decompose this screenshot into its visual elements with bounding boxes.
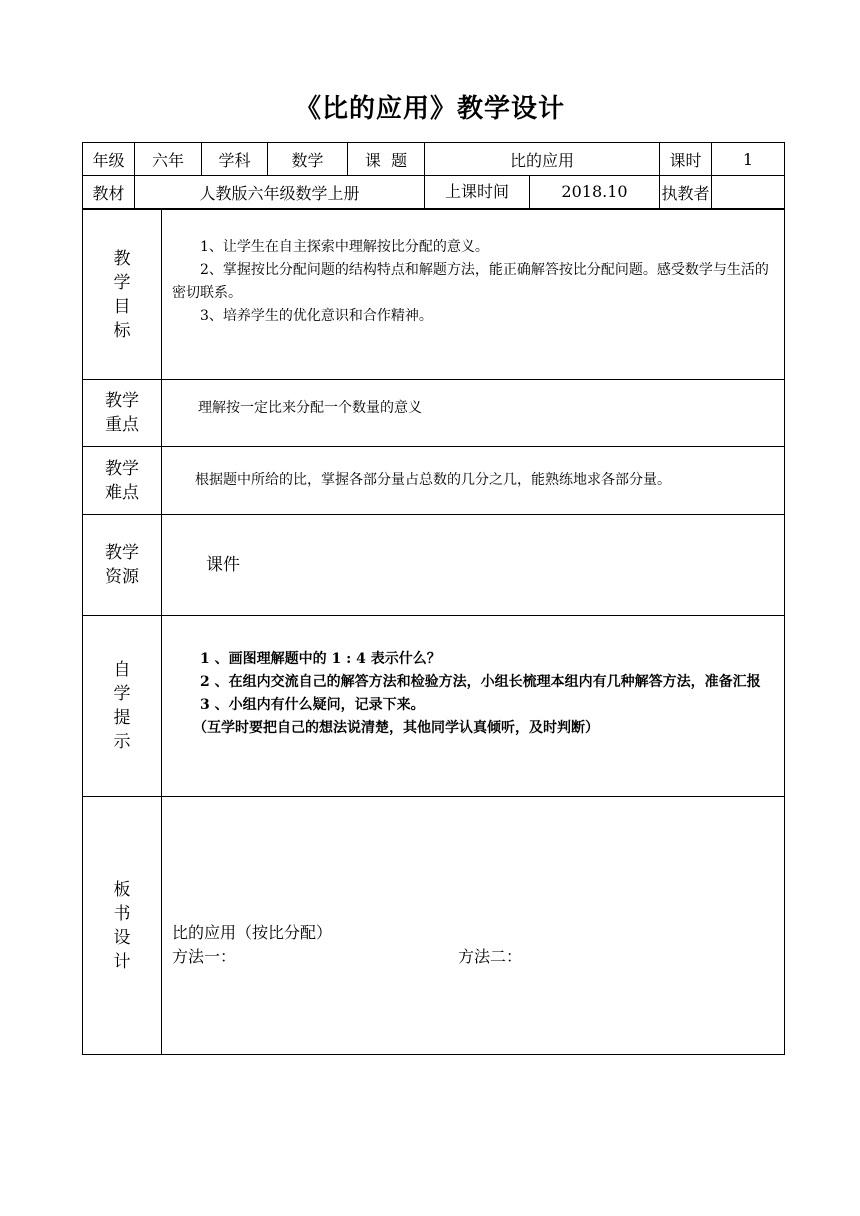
resources-label: 教学 资源 [83,515,162,616]
header-row-1 [83,143,785,176]
self-study-content [162,616,785,797]
topic-label: 课 题 [348,143,425,176]
subject-value: 数学 [268,143,348,176]
difficulties-content: 根据题中所给的比，掌握各部分量占总数的几分之几，能熟练地求各部分量。 [162,447,785,515]
self-study-item-1: 1 、画图理解题中的 1 : 4 表示什么？ [200,651,441,667]
board-heading: 比的应用（按比分配） [172,922,333,942]
self-study-note: （互学时要把自己的想法说清楚，其他同学认真倾听，及时判断） [193,720,599,736]
key-points-label: 教学 重点 [83,380,162,447]
goals-content [162,210,785,380]
period-value: 1 [712,143,785,176]
self-study-item-3: 3 、小组内有什么疑问，记录下来。 [200,697,425,713]
grade-value: 六年 [135,143,202,176]
self-study-row [83,616,785,797]
difficulties-label: 教学 难点 [83,447,162,515]
self-study-item-2: 2 、在组内交流自己的解答方法和检验方法，小组长梳理本组内有几种解答方法，准备汇报 [200,674,761,690]
self-study-label: 自 学 提 示 [83,616,162,797]
board-methods [172,945,774,969]
page-title: 《比的应用》教学设计 [294,94,565,124]
goal-item-3: 3、培养学生的优化意识和合作精神。 [200,307,433,324]
subject-label: 学科 [202,143,268,176]
grade-label: 年级 [83,143,135,176]
board-method-2: 方法二： [458,946,523,966]
difficulties-row [83,447,785,515]
period-label: 课时 [660,143,712,176]
class-time-cell [425,176,660,209]
board-method-1: 方法一： [172,946,237,966]
goals-label: 教 学 目 标 [83,210,162,380]
header-row-2 [83,176,785,209]
resources-row [83,515,785,616]
time-label: 上课时间 [425,176,530,208]
board-label: 板 书 设 计 [83,797,162,1055]
header-table [82,142,785,209]
topic-value: 比的应用 [425,143,660,176]
goal-item-1: 1、让学生在自主探索中理解按比分配的意义。 [200,238,489,255]
textbook-value: 人教版六年级数学上册 [135,176,425,209]
textbook-label: 教材 [83,176,135,209]
key-points-content: 理解按一定比来分配一个数量的意义 [162,380,785,447]
key-points-row [83,380,785,447]
time-value: 2018.10 [561,182,628,201]
goals-row [83,210,785,380]
board-row [83,797,785,1055]
board-content [162,797,785,1055]
teacher-value [712,176,785,209]
goal-item-2: 2、掌握按比分配问题的结构特点和解题方法，能正确解答按比分配问题。感受数学与生活的密切联系。 [172,261,769,301]
teacher-label: 执教者 [660,176,712,209]
resources-content: 课件 [162,515,785,616]
lesson-plan-table [82,209,785,1055]
